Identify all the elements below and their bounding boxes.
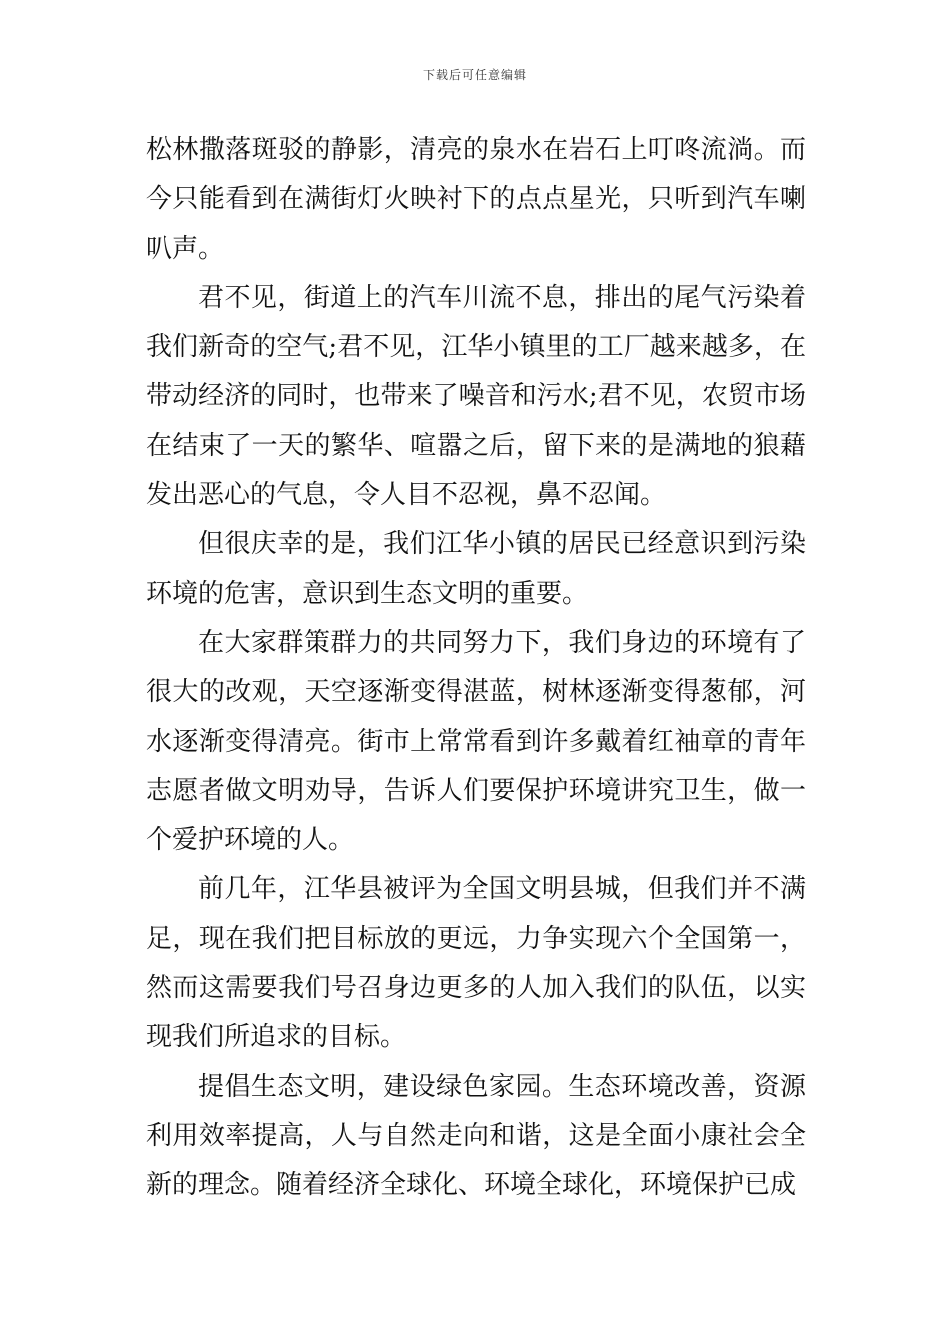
body-text: [146, 126, 806, 1211]
header-note: 下载后可任意编辑: [422, 68, 527, 82]
paragraph-pollution: 君不见，街道上的汽车川流不息，排出的尾气污染着我们新奇的空气;君不见，江华小镇里的工厂越来越多，在带动经济的同时，也带来了噪音和污水;君不见，农贸市场在结束了一天的繁华、喧嚣之后，留下来的是满地的狼藉发出恶心的气息，令人目不忍视，鼻不忍闻。: [146, 282, 806, 511]
paragraph-goals: 前几年，江华县被评为全国文明县城，但我们并不满足，现在我们把目标放的更远，力争实现六个全国第一，然而这需要我们号召身边更多的人加入我们的队伍，以实现我们所追求的目标。: [146, 874, 806, 1053]
paragraph-ecology: 提倡生态文明，建设绿色家园。生态环境改善，资源利用效率提高，人与自然走向和谐，这是全面小康社会全新的理念。随着经济全球化、环境全球化，环境保护已成: [146, 1071, 806, 1201]
paragraph-improvement: 在大家群策群力的共同努力下，我们身边的环境有了很大的改观，天空逐渐变得湛蓝，树林逐渐变得葱郁，河水逐渐变得清亮。街市上常常看到许多戴着红袖章的青年志愿者做文明劝导，告诉人们要保护环境讲究卫生，做一个爱护环境的人。: [146, 627, 806, 856]
paragraph-continuation: 松林撒落斑驳的静影，清亮的泉水在岩石上叮咚流淌。而今只能看到在满街灯火映衬下的点点星光，只听到汽车喇叭声。: [146, 135, 806, 264]
paragraph-awareness: 但很庆幸的是，我们江华小镇的居民已经意识到污染环境的危害，意识到生态文明的重要。: [146, 529, 806, 609]
